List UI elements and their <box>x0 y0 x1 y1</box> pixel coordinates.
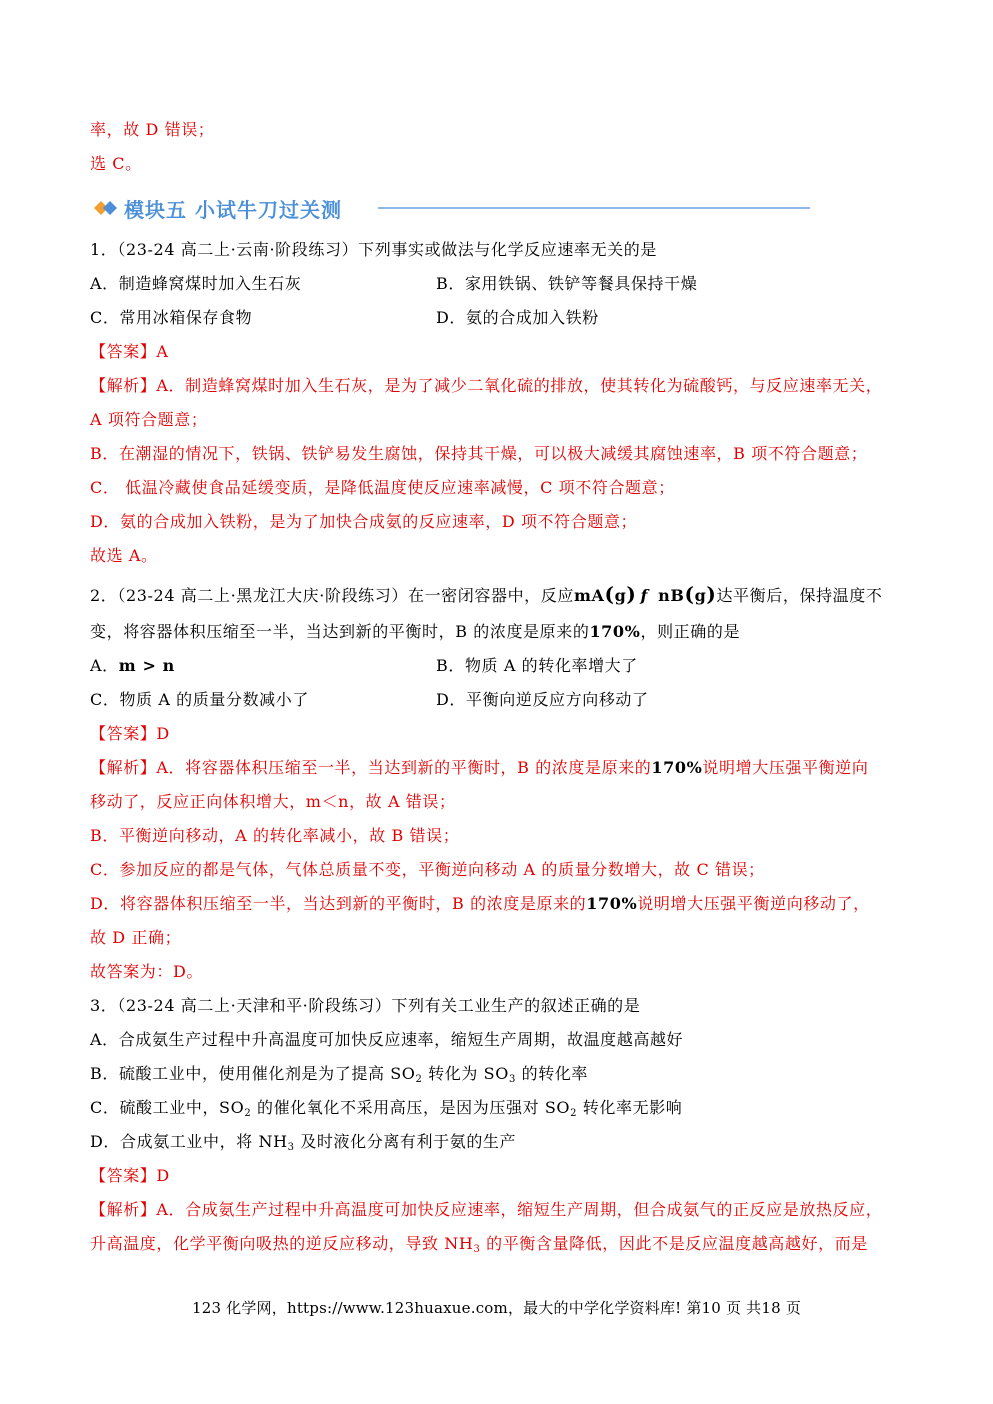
q2-option-b: B．物质 A 的转化率增大了 <box>436 656 638 675</box>
page-footer: 123 化学网，https://www.123huaxue.com，最大的中学化学资料库! 第10 页 共18 页 <box>191 1299 802 1317</box>
double-diamond-icon <box>92 199 120 217</box>
q2-option-a: A．m > n <box>90 656 175 675</box>
q1-analysis-line: 【解析】A．制造蜂窝煤时加入生石灰，是为了减少二氧化硫的排放，使其转化为硫酸钙，与反应速率无关， <box>90 376 883 395</box>
module-header <box>90 193 730 223</box>
q3-stem: 3．（23-24 高二上·天津和平·阶段练习）下列有关工业生产的叙述正确的是 <box>90 996 641 1015</box>
q1-answer: 【答案】A <box>90 342 169 361</box>
q2-analysis-line: 故答案为：D。 <box>90 962 204 981</box>
q1-option-d: D．氨的合成加入铁粉 <box>436 308 599 327</box>
q1-analysis-line: C． 低温冷藏使食品延缓变质，是降低温度使反应速率减慢，C 项不符合题意； <box>90 478 675 497</box>
q3-option-b: B．硫酸工业中，使用催化剂是为了提高 $SO_2$ 转化为 $SO_3$ 的转化率 <box>90 1064 589 1085</box>
q2-percent: 170% <box>589 622 641 641</box>
q2-stem-text: 2．（23-24 高二上·黑龙江大庆·阶段练习）在一密闭容器中，反应 <box>90 586 574 605</box>
q2-analysis-line: 故 D 正确； <box>90 928 182 947</box>
q2-stem-text: 变，将容器体积压缩至一半，当达到新的平衡时，B 的浓度是原来的 <box>90 622 590 641</box>
q2-option-a-expression: m > n <box>118 656 175 675</box>
q1-options-row1 <box>90 274 301 294</box>
module-title: 模块五 小试牛刀过关测 <box>124 198 342 222</box>
q2-answer: 【答案】D <box>90 724 170 743</box>
q1-analysis-line: B．在潮湿的情况下，铁锅、铁铲易发生腐蚀，保持其干燥，可以极大减缓其腐蚀速率，B 项不符合题意； <box>90 444 868 463</box>
q2-analysis-line: B．平衡逆向移动，A 的转化率减小，故 B 错误； <box>90 826 460 845</box>
q3-option-c: C．硫酸工业中，$SO_2$ 的催化氧化不采用高压，是因为压强对 $SO_2$ 转化率无影响 <box>90 1098 683 1119</box>
q1-stem: 1．（23-24 高二上·云南·阶段练习）下列事实或做法与化学反应速率无关的是 <box>90 240 657 259</box>
q3-option-d: D．合成氨工业中，将 $NH_3$ 及时液化分离有利于氨的生产 <box>90 1132 517 1153</box>
q3-analysis-line: 【解析】A．合成氨生产过程中升高温度可加快反应速率，缩短生产周期，但合成氨气的正反应是放热反应， <box>90 1200 883 1219</box>
q2-analysis-line: 移动了，反应正向体积增大，m＜n，故 A 错误； <box>90 792 456 811</box>
q2-option-c: C．物质 A 的质量分数减小了 <box>90 690 309 709</box>
q2-analysis-line: D．将容器体积压缩至一半，当达到新的平衡时，B 的浓度是原来的170%说明增大压强平衡逆向移动了， <box>90 894 870 913</box>
q2-stem-line2 <box>90 622 740 642</box>
q1-analysis-line: D．氨的合成加入铁粉，是为了加快合成氨的反应速率，D 项不符合题意； <box>90 512 638 531</box>
q3-analysis-line: 升高温度，化学平衡向吸热的逆反应移动，导致 $NH_3$ 的平衡含量降低，因此不是反应温度越高越好，而是 <box>90 1234 868 1255</box>
q2-analysis-line: C．参加反应的都是气体，气体总质量不变，平衡逆向移动 A 的质量分数增大，故 C 错误； <box>90 860 765 879</box>
reaction-equation: mA(g) f nB(g) <box>573 582 717 606</box>
q3-option-a: A．合成氨生产过程中升高温度可加快反应速率，缩短生产周期，故温度越高越好 <box>90 1030 684 1049</box>
q1-analysis-line: 故选 A。 <box>90 546 158 565</box>
q1-analysis-line: A 项符合题意； <box>90 410 208 429</box>
prev-analysis-line: 率，故 D 错误； <box>90 120 215 139</box>
q2-stem-line1 <box>90 582 882 608</box>
q2-stem-text: 达平衡后，保持温度不 <box>716 586 883 605</box>
prev-conclusion-line: 选 C。 <box>90 154 142 173</box>
q2-stem-text: ，则正确的是 <box>640 622 741 641</box>
q1-option-b: B．家用铁锅、铁铲等餐具保持干燥 <box>436 274 698 293</box>
module-divider <box>378 207 810 209</box>
q2-option-d: D．平衡向逆反应方向移动了 <box>436 690 649 709</box>
q1-option-a: A．制造蜂窝煤时加入生石灰 <box>90 274 302 293</box>
q2-analysis-line: 【解析】A．将容器体积压缩至一半，当达到新的平衡时，B 的浓度是原来的170%说明增大压强平衡逆向 <box>90 758 869 777</box>
q1-option-c: C．常用冰箱保存食物 <box>90 308 253 327</box>
q3-answer: 【答案】D <box>90 1166 170 1185</box>
